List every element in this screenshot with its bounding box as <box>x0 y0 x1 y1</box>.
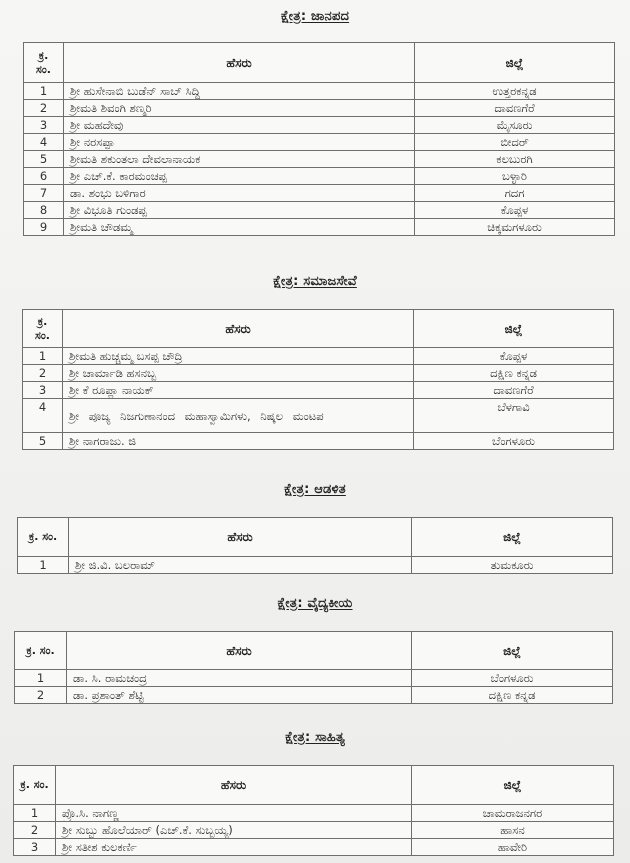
section-title-text: ಕ್ಷೇತ್ರ: ವೈದ್ಯಕೀಯ <box>277 596 353 611</box>
table-row <box>24 185 615 202</box>
section-title-medical <box>0 596 630 611</box>
table-header-row <box>24 43 615 83</box>
table-row <box>24 83 615 100</box>
header-sl-no: ಕ್ರ. ಸಂ. <box>23 310 63 348</box>
cell-name: ಶ್ರೀ ಕೆ ರೂಪ್ಲಾ ನಾಯಕ್ <box>63 382 414 399</box>
cell-district: ಬಳ್ಳಾರಿ <box>415 168 615 185</box>
cell-district: ಬೆಂಗಳೂರು <box>412 670 613 687</box>
table-row <box>24 202 615 219</box>
table-header-row <box>14 766 614 805</box>
cell-sl-no: 9 <box>24 219 64 236</box>
cell-district: ಮೈಸೂರು <box>415 117 615 134</box>
header-district: ಜಿಲ್ಲೆ <box>412 632 613 670</box>
section-title-social-service <box>0 274 630 289</box>
cell-district: ಚಾಮರಾಜನಗರ <box>412 805 614 822</box>
cell-name: ಡಾ. ಸಿ. ರಾಮಚಂದ್ರ <box>67 670 412 687</box>
cell-name: ಶ್ರೀ ಚಾರ್ಮಾಡಿ ಹಸನಬ್ಬ <box>63 365 414 382</box>
table-social-service <box>22 309 614 450</box>
cell-name: ಪ್ರೊ.ಸಿ. ನಾಗಣ್ಣ <box>56 805 412 822</box>
section-title-text: ಕ್ಷೇತ್ರ: ಜಾನಪದ <box>280 9 350 24</box>
section-title-folk <box>0 9 630 24</box>
section-title-text: ಕ್ಷೇತ್ರ: ಆಡಳಿತ <box>284 482 346 497</box>
cell-sl-no: 5 <box>23 433 63 450</box>
table-row <box>14 822 614 839</box>
table-row <box>23 433 614 450</box>
table-medical <box>14 631 613 704</box>
table-header-row <box>18 518 613 557</box>
header-name: ಹೆಸರು <box>63 310 414 348</box>
cell-sl-no: 3 <box>14 839 56 856</box>
cell-district: ಕೊಪ್ಪಳ <box>415 202 615 219</box>
cell-name: ಡಾ. ಪ್ರಶಾಂತ್ ಶೆಟ್ಟಿ <box>67 687 412 704</box>
cell-district: ಉತ್ತರಕನ್ನಡ <box>415 83 615 100</box>
section-title-text: ಕ್ಷೇತ್ರ: ಸಮಾಜಸೇವೆ <box>273 274 357 289</box>
table-literature <box>13 765 614 856</box>
header-sl-no: ಕ್ರ. ಸಂ. <box>15 632 67 670</box>
cell-name: ಶ್ರೀ ಪೂಜ್ಯ ನಿಜಗುಣಾನಂದ ಮಹಾಸ್ವಾಮಿಗಳು, ನಿಷ್ಕಲ ಮಂಟಪ <box>63 399 414 433</box>
cell-sl-no: 1 <box>14 805 56 822</box>
cell-sl-no: 7 <box>24 185 64 202</box>
cell-district: ತುಮಕೂರು <box>412 557 613 574</box>
cell-district: ದಕ್ಷಿಣ ಕನ್ನಡ <box>412 687 613 704</box>
table-header-row <box>23 310 614 348</box>
cell-district: ಕೊಪ್ಪಳ <box>414 348 614 365</box>
cell-sl-no: 2 <box>24 100 64 117</box>
table-row <box>24 134 615 151</box>
cell-name: ಶ್ರೀ ನರಸಪ್ಪಾ <box>64 134 415 151</box>
header-name: ಹೆಸರು <box>67 632 412 670</box>
cell-sl-no: 1 <box>23 348 63 365</box>
table-row <box>18 557 613 574</box>
cell-name: ಶ್ರೀ ಸುಬ್ಬು ಹೊಲೆಯಾರ್ (ಎಚ್.ಕೆ. ಸುಬ್ಬಯ್ಯ) <box>56 822 412 839</box>
cell-name: ಶ್ರೀ ಹುಸೇನಾಬಿ ಬುಡೆನ್ ಸಾಬ್ ಸಿದ್ದಿ <box>64 83 415 100</box>
cell-district: ಗದಗ <box>415 185 615 202</box>
header-sl-no: ಕ್ರ. ಸಂ. <box>18 518 69 557</box>
header-district: ಜಿಲ್ಲೆ <box>414 310 614 348</box>
table-row <box>23 382 614 399</box>
cell-name: ಶ್ರೀ ಸತೀಶ ಕುಲಕರ್ಣಿ <box>56 839 412 856</box>
cell-sl-no: 3 <box>24 117 64 134</box>
header-sl-no: ಕ್ರ. ಸಂ. <box>24 43 64 83</box>
table-row <box>24 100 615 117</box>
table-row <box>15 687 613 704</box>
cell-name: ಶ್ರೀ ಜಿ.ವಿ. ಬಲರಾಮ್ <box>69 557 412 574</box>
cell-sl-no: 8 <box>24 202 64 219</box>
table-row <box>15 670 613 687</box>
cell-name: ಶ್ರೀ ವಿಭೂತಿ ಗುಂಡಪ್ಪ <box>64 202 415 219</box>
cell-district: ದಾವಣಗೆರೆ <box>414 382 614 399</box>
table-row <box>23 399 614 433</box>
header-sl-no: ಕ್ರ. ಸಂ. <box>14 766 56 805</box>
cell-district: ಬೀದರ್ <box>415 134 615 151</box>
cell-sl-no: 2 <box>15 687 67 704</box>
table-row <box>24 117 615 134</box>
section-title-text: ಕ್ಷೇತ್ರ: ಸಾಹಿತ್ಯ <box>285 730 345 745</box>
header-name: ಹೆಸರು <box>69 518 412 557</box>
cell-sl-no: 3 <box>23 382 63 399</box>
cell-district: ಚಿಕ್ಕಮಗಳೂರು <box>415 219 615 236</box>
table-administration <box>17 517 613 574</box>
cell-sl-no: 2 <box>14 822 56 839</box>
table-row <box>14 839 614 856</box>
header-district: ಜಿಲ್ಲೆ <box>412 518 613 557</box>
cell-district: ಬೆಂಗಳೂರು <box>414 433 614 450</box>
cell-district: ದಾವಣಗೆರೆ <box>415 100 615 117</box>
table-row <box>23 348 614 365</box>
cell-district: ದಕ್ಷಿಣ ಕನ್ನಡ <box>414 365 614 382</box>
cell-district: ಹಾಸನ <box>412 822 614 839</box>
cell-sl-no: 4 <box>24 134 64 151</box>
table-row <box>24 151 615 168</box>
table-header-row <box>15 632 613 670</box>
header-district: ಜಿಲ್ಲೆ <box>415 43 615 83</box>
cell-sl-no: 1 <box>15 670 67 687</box>
cell-sl-no: 5 <box>24 151 64 168</box>
cell-name: ಶ್ರೀಮತಿ ಚೌಡಮ್ಮ <box>64 219 415 236</box>
table-folk <box>23 42 615 236</box>
cell-sl-no: 1 <box>24 83 64 100</box>
cell-name: ಡಾ. ಶಂಭು ಬಳಿಗಾರ <box>64 185 415 202</box>
header-name: ಹೆಸರು <box>56 766 412 805</box>
section-title-administration <box>0 482 630 497</box>
cell-name: ಶ್ರೀ ಮಹದೇವು <box>64 117 415 134</box>
cell-name: ಶ್ರೀಮತಿ ಹುಚ್ಚಮ್ಮ ಬಸಪ್ಪ ಚೌದ್ರಿ <box>63 348 414 365</box>
table-row <box>23 365 614 382</box>
cell-sl-no: 4 <box>23 399 63 433</box>
table-row <box>14 805 614 822</box>
section-title-literature <box>0 730 630 745</box>
header-name: ಹೆಸರು <box>64 43 415 83</box>
cell-name: ಶ್ರೀ ಎಚ್.ಕೆ. ಕಾರಮಂಚಪ್ಪ <box>64 168 415 185</box>
cell-sl-no: 2 <box>23 365 63 382</box>
table-row <box>24 168 615 185</box>
cell-district: ಕಲಬುರಗಿ <box>415 151 615 168</box>
cell-district: ಬೆಳಗಾವಿ <box>414 399 614 433</box>
cell-sl-no: 6 <box>24 168 64 185</box>
cell-name: ಶ್ರೀ ನಾಗರಾಜು. ಜಿ <box>63 433 414 450</box>
cell-name: ಶ್ರೀಮತಿ ಶಿವಂಗಿ ಶಣ್ಮರಿ <box>64 100 415 117</box>
table-row <box>24 219 615 236</box>
header-district: ಜಿಲ್ಲೆ <box>412 766 614 805</box>
cell-district: ಹಾವೇರಿ <box>412 839 614 856</box>
cell-sl-no: 1 <box>18 557 69 574</box>
cell-name: ಶ್ರೀಮತಿ ಶಕುಂತಲಾ ದೇವಲಾನಾಯಕ <box>64 151 415 168</box>
